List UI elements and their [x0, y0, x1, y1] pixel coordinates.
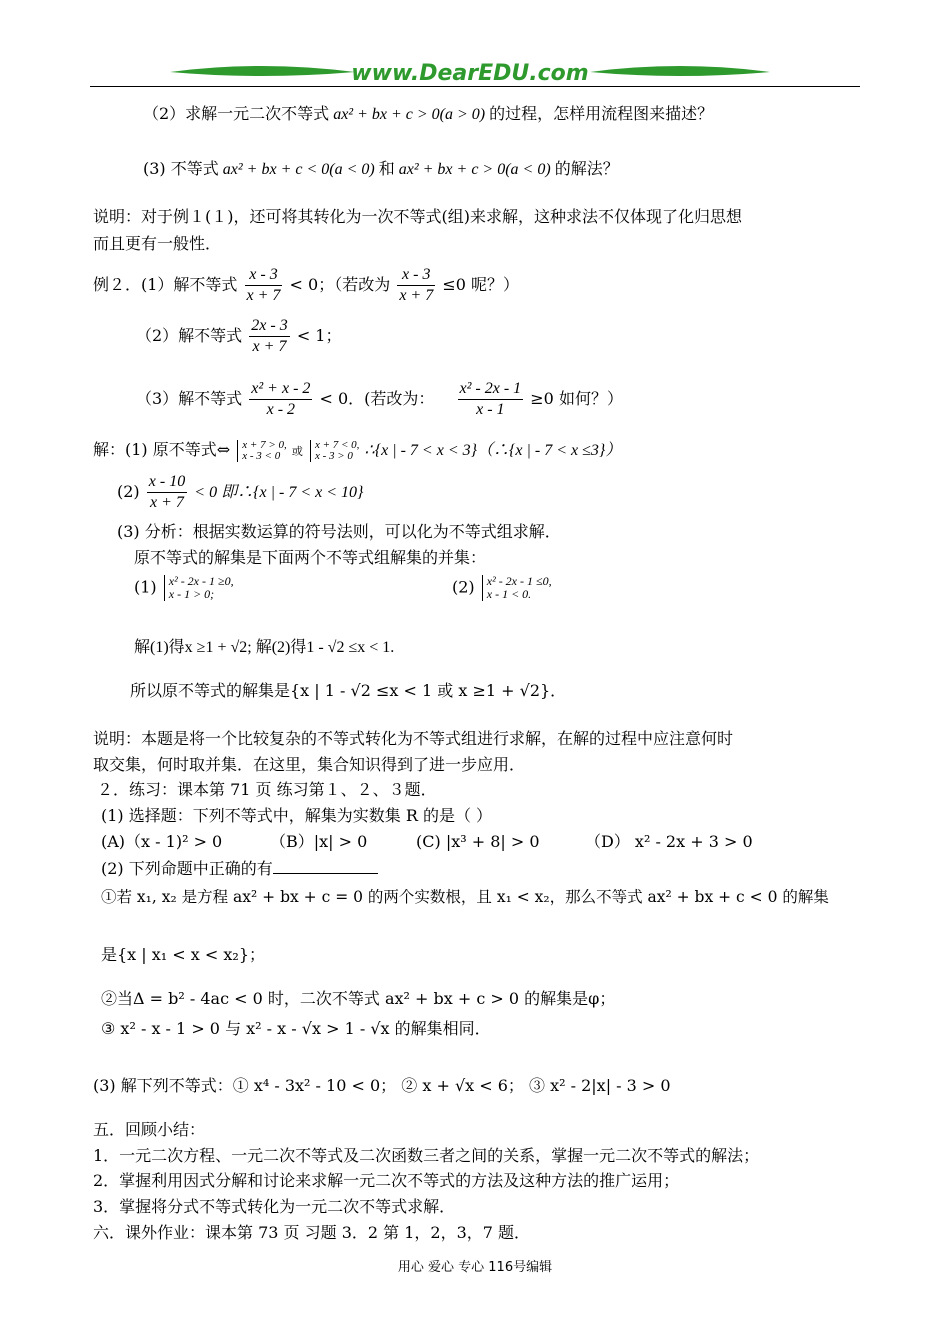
- option-b: （B）|x| > 0: [270, 832, 368, 851]
- option-d: （D） x² - 2x + 3 > 0: [585, 832, 753, 851]
- header-rule: [90, 86, 860, 87]
- practice-2: (2) 下列命题中正确的有: [101, 857, 378, 880]
- note-2b: 取交集，何时取并集．在这里，集合知识得到了进一步应用．: [93, 755, 526, 774]
- summary-3: 3．掌握将分式不等式转化为一元二次不等式求解．: [93, 1197, 456, 1216]
- example-2-2: （2）解不等式 $\frac{2x - 3}{x + 7}$ < 1；: [136, 317, 342, 355]
- proposition-3: ③ x² - x - 1 > 0 与 x² - x - √x > 1 - √x 的解集相同．: [101, 1019, 491, 1038]
- solution-3b: 原不等式的解集是下面两个不等式组解集的并集：: [134, 548, 487, 567]
- solution-3: (3) 分析：根据实数运算的符号法则，可以化为不等式组求解．: [117, 522, 561, 541]
- question-3: (3) 不等式 ax² + bx + c < 0(a < 0) 和 ax² + bx + c > 0(a < 0) 的解法？: [143, 159, 619, 178]
- proposition-1: ①若 x₁, x₂ 是方程 ax² + bx + c = 0 的两个实数根，且 x₁ < x₂，那么不等式 ax² + bx + c < 0 的解集: [101, 888, 829, 906]
- site-logo: [170, 58, 770, 88]
- example-2-3: （3）解不等式 $\frac{\text{x² + x - 2}}{x - 2}$ < 0．(若改为： $\frac{\text{x² - 2x - 1}}{x - 1}$ ≥0 如何？）: [136, 380, 623, 418]
- summary-title: 五．回顾小结：: [93, 1120, 206, 1139]
- note-1a: 说明：对于例１(１)，还可将其转化为一次不等式(组)来求解，这种求法不仅体现了化归思想: [93, 207, 742, 226]
- solution-3c: 解(1)得x ≥1 + √2; 解(2)得1 - √2 ≤x < 1.: [134, 639, 395, 656]
- option-a: (A)（x - 1)² > 0: [101, 832, 223, 851]
- homework: 六．课外作业：课本第 73 页 习题 3．2 第 1，2，3，7 题．: [93, 1223, 531, 1242]
- practice-heading: ２．练习：课本第 71 页 练习第１、２、３题．: [97, 780, 437, 799]
- example-2-1: 例２．(1）解不等式 $\frac{x - 3}{x + 7}$ < 0；（若改为 $\frac{x - 3}{x + 7}$ ≤0 呢？）: [93, 266, 519, 304]
- system-1: (1) x² - 2x - 1 ≥0, x - 1 > 0;: [134, 574, 234, 601]
- practice-3: (3) 解下列不等式：① x⁴ - 3x² - 10 < 0； ② x + √x < 6； ③ x² - 2|x| - 3 > 0: [93, 1076, 671, 1095]
- proposition-2: ②当Δ = b² - 4ac < 0 时，二次不等式 ax² + bx + c > 0 的解集是φ；: [101, 989, 616, 1008]
- page-footer: 用心 爱心 专心 116号编辑: [397, 1260, 553, 1275]
- question-2: （2）求解一元二次不等式 ax² + bx + c > 0(a > 0) 的过程，怎样用流程图来描述？: [143, 104, 714, 123]
- note-2a: 说明：本题是将一个比较复杂的不等式转化为不等式组进行求解，在解的过程中应注意何时: [93, 729, 734, 748]
- solution-1: 解：(1) 原不等式⇔ x + 7 > 0, x - 3 < 0 或 x + 7 < 0, x - 3 > 0 ∴{x | - 7 < x < 3}（∴{x | - 7 < x ≤3}）: [93, 438, 622, 462]
- system-2: (2) x² - 2x - 1 ≤0, x - 1 < 0.: [452, 574, 552, 601]
- solution-3d: 所以原不等式的解集是{x | 1 - √2 ≤x < 1 或 x ≥1 + √2}．: [130, 681, 567, 700]
- answer-blank: [273, 857, 378, 874]
- logo-text: www.DearEDU.com: [351, 61, 589, 86]
- summary-1: 1．一元二次方程、一元二次不等式及二次函数三者之间的关系，掌握一元二次不等式的解法；: [93, 1146, 760, 1165]
- practice-1: (1) 选择题：下列不等式中，解集为实数集 R 的是（ ）: [101, 806, 493, 825]
- note-1b: 而且更有一般性．: [93, 234, 222, 253]
- option-c: (C) |x³ + 8| > 0: [416, 832, 540, 851]
- summary-2: 2．掌握利用因式分解和讨论来求解一元二次不等式的方法及这种方法的推广运用；: [93, 1171, 680, 1190]
- solution-2: (2) $\frac{x - 10}{x + 7}$ < 0 即∴{x | - 7 < x < 10}: [117, 473, 364, 511]
- proposition-1b: 是{x | x₁ < x < x₂}；: [101, 945, 266, 964]
